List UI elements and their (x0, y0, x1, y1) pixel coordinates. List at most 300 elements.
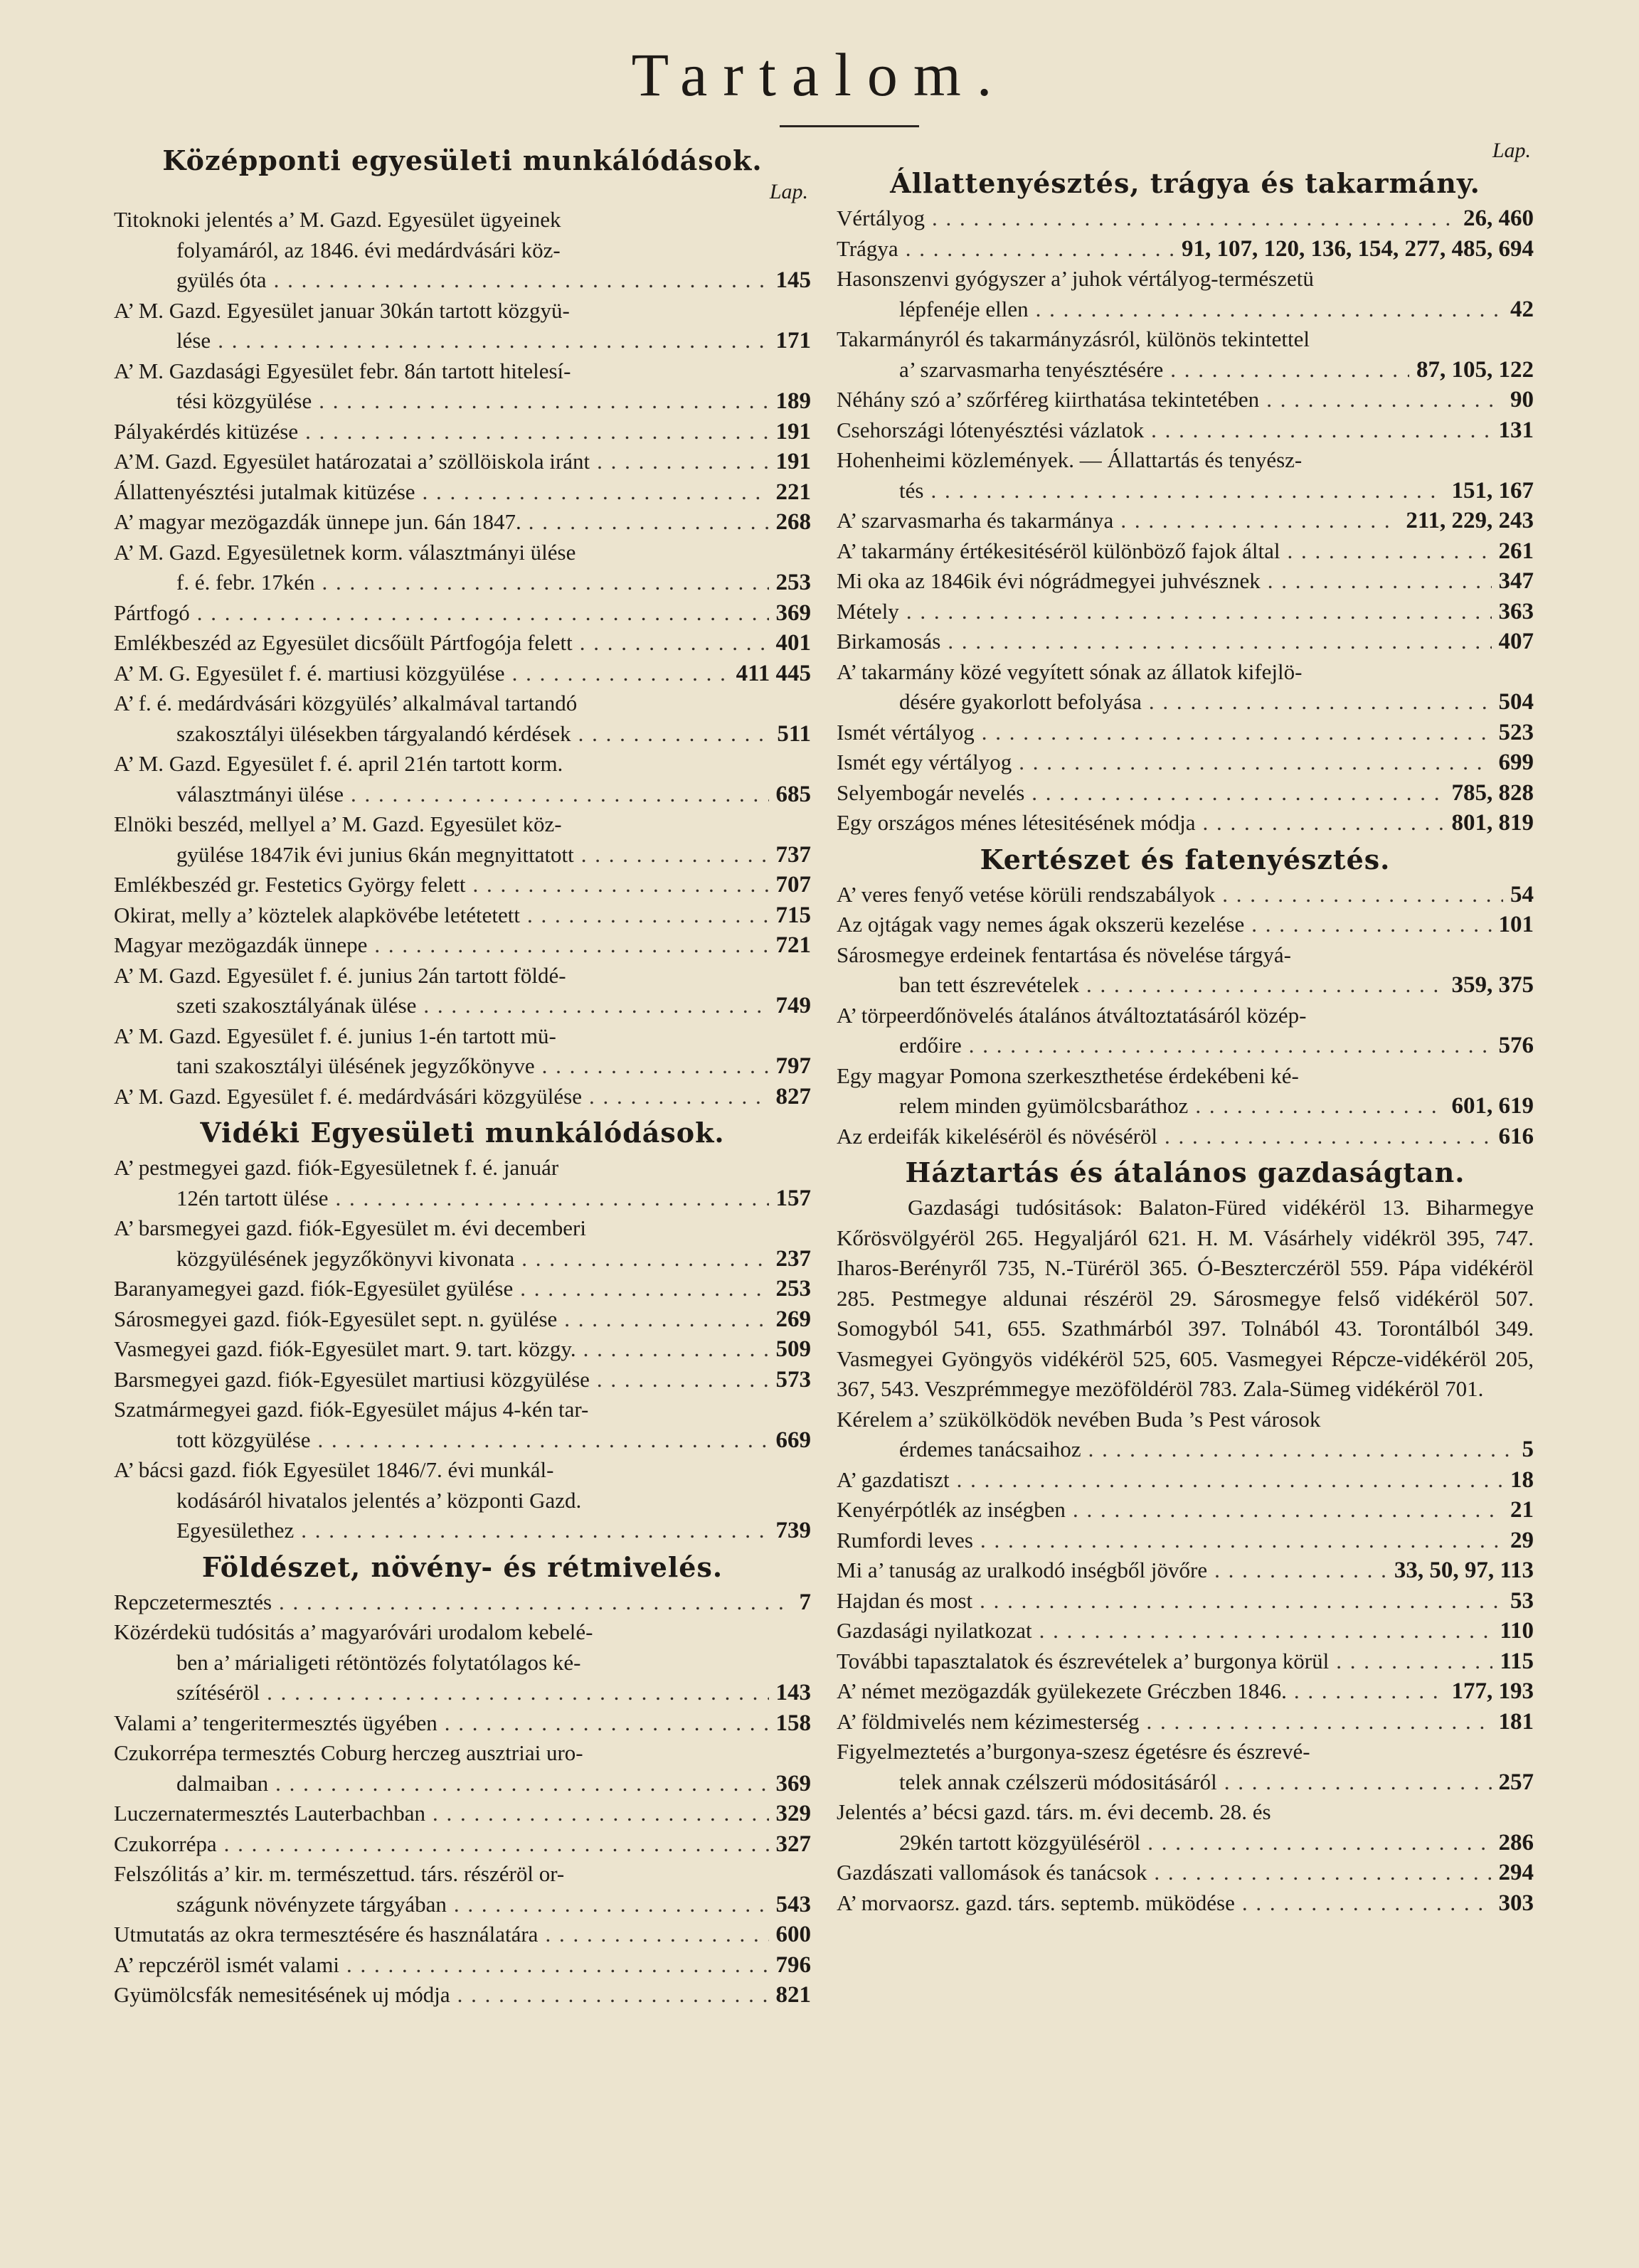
toc-entry (837, 808, 1534, 838)
page-numbers: 504 (1498, 689, 1534, 715)
entry-last-line (114, 1708, 811, 1739)
page-numbers: 157 (775, 1185, 811, 1211)
page-numbers: 509 (775, 1336, 811, 1362)
entry-last-line (837, 1031, 1534, 1061)
dot-leader (1120, 506, 1399, 536)
entry-last-line (837, 385, 1534, 415)
page-numbers: 5 (1522, 1437, 1534, 1462)
entry-line: A’ M. Gazd. Egyesület f. é. junius 2án tartott földé- (114, 962, 566, 988)
dot-leader (1154, 1858, 1491, 1888)
page-numbers: 171 (775, 328, 811, 353)
entry-title: Repczetermesztés (114, 1589, 272, 1614)
dot-leader (457, 1980, 769, 2011)
entry-last-line (114, 598, 811, 629)
page-numbers: 237 (775, 1245, 811, 1272)
page-numbers: 294 (1498, 1860, 1534, 1885)
entry-title: Csehországi lótenyésztési vázlatok (837, 417, 1145, 442)
entry-title: Baranyamegyei gazd. fiók-Egyesület gyülése (114, 1276, 514, 1301)
dot-leader (597, 447, 768, 477)
entry-title: désére gyakorlott befolyása (899, 689, 1142, 714)
toc-entry (837, 1555, 1534, 1586)
entry-last-line (114, 870, 811, 900)
page-numbers: 785, 828 (1451, 779, 1534, 806)
entry-last-line (114, 417, 811, 447)
toc-entry (837, 910, 1534, 940)
dot-leader (423, 991, 768, 1021)
page-numbers: 257 (1498, 1769, 1534, 1795)
toc-entry (837, 506, 1534, 536)
entry-title: Pártfogó (114, 600, 190, 625)
toc-entry (114, 1617, 811, 1708)
entry-title: szágunk növényzete tárgyában (176, 1891, 447, 1917)
toc-entry (837, 940, 1534, 1001)
dot-leader (433, 1799, 768, 1829)
entry-title: Pályakérdés kitüzése (114, 418, 299, 444)
page-numbers: 347 (1498, 568, 1534, 594)
page-numbers: 53 (1510, 1587, 1534, 1614)
toc-entry (837, 1405, 1534, 1465)
entry-last-line (837, 808, 1534, 838)
entry-line: Titoknoki jelentés a’ M. Gazd. Egyesület ügyeinek (114, 207, 561, 232)
entry-last-line (837, 203, 1534, 234)
entry-title: Barsmegyei gazd. fiók-Egyesület martiusi közgyülése (114, 1366, 590, 1392)
toc-entry (114, 598, 811, 629)
page-numbers: 827 (775, 1083, 811, 1109)
page-numbers: 261 (1498, 538, 1534, 564)
toc-entry (114, 688, 811, 749)
dot-leader (520, 1274, 768, 1304)
entry-last-line (114, 1082, 811, 1112)
entry-last-line (114, 900, 811, 931)
dot-leader (597, 1365, 769, 1395)
entry-last-line (114, 507, 811, 538)
page-numbers: 543 (775, 1891, 811, 1917)
page-numbers: 523 (1498, 719, 1534, 745)
entry-last-line (837, 880, 1534, 910)
page-numbers: 26, 460 (1463, 206, 1534, 231)
dot-leader (1214, 1555, 1387, 1586)
toc-entry (837, 1676, 1534, 1707)
dot-leader (580, 628, 769, 659)
entry-last-line (837, 1646, 1534, 1677)
toc-entry (114, 1334, 811, 1365)
page-numbers: 801, 819 (1451, 810, 1534, 836)
toc-entry (837, 1495, 1534, 1526)
entry-title: Mi a’ tanuság az uralkodó inségből jövőre (837, 1558, 1208, 1582)
toc-entry (114, 1274, 811, 1304)
entry-last-line (114, 326, 811, 356)
dot-leader (275, 1769, 768, 1799)
dot-leader (982, 718, 1492, 748)
entry-last-line (837, 566, 1534, 597)
page-numbers: 369 (775, 600, 811, 626)
toc-entry (837, 1526, 1534, 1556)
toc-entry (114, 1455, 811, 1546)
entry-title: A’ morvaorsz. gazd. társ. septemb. müködése (837, 1890, 1235, 1915)
dot-leader (1266, 385, 1503, 415)
entry-last-line (114, 447, 811, 477)
toc-entry (837, 657, 1534, 718)
entry-last-line (114, 930, 811, 961)
toc-entry (837, 203, 1534, 234)
toc-entry (114, 1920, 811, 1950)
dot-leader (305, 417, 768, 447)
page-numbers: 191 (775, 449, 811, 474)
entry-line: A’ barsmegyei gazd. fiók-Egyesület m. évi decemberi (114, 1215, 586, 1240)
dot-leader (1149, 687, 1492, 718)
entry-last-line (114, 265, 811, 296)
entry-title: f. é. febr. 17kén (176, 570, 315, 595)
page-numbers: 21 (1510, 1497, 1534, 1523)
entry-line: ben a’ márialigeti rétöntözés folytatólagos ké- (176, 1649, 581, 1675)
entry-title: A’ veres fenyő vetése körüli rendszabályok (837, 881, 1216, 907)
entry-title: 12én tartott ülése (176, 1185, 329, 1210)
entry-title: További tapasztalatok és észrevételek a’ burgonya körül (837, 1648, 1330, 1673)
toc-entry (114, 417, 811, 447)
toc-entry (837, 1122, 1534, 1152)
entry-last-line (837, 1828, 1534, 1858)
dot-leader (1170, 355, 1409, 385)
dot-leader (301, 1516, 768, 1546)
page-numbers: 707 (775, 872, 811, 898)
page-numbers: 737 (775, 841, 811, 868)
toc-entry (837, 1616, 1534, 1646)
dot-leader (583, 1334, 769, 1365)
toc-entry (837, 1707, 1534, 1737)
dot-leader (1268, 566, 1492, 597)
dot-leader (1073, 1495, 1503, 1526)
entry-title: érdemes tanácsaihoz (899, 1437, 1081, 1462)
toc-entry (837, 536, 1534, 567)
dot-leader (1202, 808, 1444, 838)
toc-entry (114, 205, 811, 296)
entry-title: Rumfordi leves (837, 1527, 973, 1553)
page-numbers: 151, 167 (1451, 477, 1534, 504)
dot-leader (521, 1244, 768, 1274)
page-numbers: 303 (1498, 1890, 1534, 1916)
page-numbers: 101 (1498, 912, 1534, 937)
dot-leader (545, 1920, 768, 1950)
entry-last-line (837, 1676, 1534, 1707)
entry-last-line (114, 840, 811, 871)
entry-title: lése (176, 328, 211, 353)
page-numbers: 721 (775, 932, 811, 958)
toc-entry (114, 507, 811, 538)
entry-line: Sárosmegye erdeinek fentartása és növelése tárgyá- (837, 942, 1291, 967)
entry-last-line (837, 1465, 1534, 1496)
entry-title: Ismét egy vértályog (837, 750, 1012, 774)
entry-last-line (837, 536, 1534, 567)
dot-leader (1251, 910, 1491, 940)
entry-title: Sárosmegyei gazd. fiók-Egyesület sept. n. gyülése (114, 1306, 558, 1331)
entry-line: Figyelmeztetés a’burgonya-szesz égetésre és észrevé- (837, 1739, 1310, 1764)
entry-last-line (114, 1244, 811, 1274)
toc-entry (114, 1082, 811, 1112)
dot-leader (906, 234, 1174, 265)
entry-last-line (837, 1767, 1534, 1798)
page-numbers: 407 (1498, 629, 1534, 654)
dot-leader (578, 719, 770, 750)
page-numbers: 42 (1510, 296, 1534, 322)
entry-title: Az ojtágak vagy nemes ágak okszerü kezelése (837, 912, 1245, 937)
page-numbers: 221 (775, 479, 811, 505)
dot-leader (454, 1890, 769, 1920)
toc-entry (114, 809, 811, 870)
dot-leader (980, 1586, 1503, 1617)
page-numbers: 110 (1500, 1618, 1534, 1644)
entry-last-line (837, 1122, 1534, 1152)
entry-last-line (114, 1920, 811, 1950)
entry-title: Utmutatás az okra termesztésére és használatára (114, 1922, 539, 1947)
dot-leader (279, 1587, 792, 1618)
entry-title: Mi oka az 1846ik évi nógrádmegyei juhvésznek (837, 568, 1261, 593)
entry-last-line (837, 778, 1534, 809)
entry-line: A’ M. Gazdasági Egyesület febr. 8án tartott hitelesí- (114, 358, 571, 383)
dot-leader (423, 477, 769, 508)
entry-title: tési közgyülése (176, 388, 312, 413)
entry-last-line (114, 991, 811, 1021)
page-numbers: 91, 107, 120, 136, 154, 277, 485, 694 (1182, 235, 1534, 262)
dot-leader (1165, 1122, 1491, 1152)
toc-entry (837, 264, 1534, 324)
entry-last-line (114, 1183, 811, 1214)
entry-title: Luczernatermesztés Lauterbachban (114, 1801, 426, 1826)
entry-last-line (837, 415, 1534, 446)
page-numbers: 749 (775, 993, 811, 1018)
toc-entry (837, 627, 1534, 657)
entry-title: Kenyérpótlék az inségben (837, 1497, 1066, 1522)
toc-entry (114, 900, 811, 931)
toc-entry (837, 718, 1534, 748)
entry-title: Gyümölcsfák nemesitésének uj módja (114, 1982, 450, 2007)
dot-leader (980, 1526, 1503, 1556)
entry-last-line (837, 1526, 1534, 1556)
entry-last-line (837, 1707, 1534, 1737)
dot-leader (512, 659, 729, 689)
entry-last-line (114, 1274, 811, 1304)
page-numbers: 253 (775, 570, 811, 595)
dot-leader (445, 1708, 769, 1739)
toc-entry (114, 1950, 811, 1981)
page-numbers: 576 (1498, 1033, 1534, 1058)
dot-leader (319, 386, 768, 417)
dot-leader (318, 1425, 769, 1456)
right-column (837, 139, 1534, 1918)
dot-leader (274, 265, 769, 296)
entry-line: Felszólitás a’ kir. m. természettud. társ. részéröl or- (114, 1861, 565, 1886)
entry-last-line (114, 1516, 811, 1546)
toc-entry (114, 930, 811, 961)
entry-last-line (114, 568, 811, 598)
entry-title: Néhány szó a’ szőrféreg kiirthatása tekintetében (837, 387, 1260, 412)
page-numbers: 699 (1498, 750, 1534, 775)
entry-title: tott közgyülése (176, 1427, 311, 1452)
section-heading: Középponti egyesületi munkálódások. (162, 144, 763, 176)
entry-line: Kérelem a’ szükölködök nevében Buda ’s Pest városok (837, 1406, 1321, 1432)
toc-entry (114, 1304, 811, 1335)
toc-entry (837, 880, 1534, 910)
toc-entry (837, 1646, 1534, 1677)
entry-title: Emlékbeszéd gr. Festetics György felett (114, 872, 466, 897)
page-numbers: 115 (1500, 1648, 1534, 1674)
toc-entry (837, 1888, 1534, 1919)
entry-last-line (837, 687, 1534, 718)
toc-entry (837, 415, 1534, 446)
entry-title: A’ földmivelés nem kézimesterség (837, 1708, 1140, 1734)
page-numbers: 821 (775, 1982, 811, 2008)
page-numbers: 131 (1498, 417, 1534, 443)
entry-title: Vasmegyei gazd. fiók-Egyesület mart. 9. tart. közgy. (114, 1336, 576, 1361)
page-numbers: 796 (775, 1952, 811, 1978)
page-numbers: 616 (1498, 1123, 1534, 1149)
page-numbers: 685 (775, 781, 811, 807)
entry-last-line (837, 1858, 1534, 1888)
entry-last-line (114, 1799, 811, 1829)
entry-line: A’ takarmány közé vegyített sónak az állatok kifejlö- (837, 659, 1303, 684)
page-numbers: 600 (775, 1922, 811, 1947)
entry-last-line (837, 1555, 1534, 1586)
entry-title: Egy országos ménes létesitésének módja (837, 810, 1196, 835)
toc-entry (114, 659, 811, 689)
entry-title: Gazdászati vallomások és tanácsok (837, 1860, 1147, 1885)
entry-title: A’ takarmány értékesitéséröl különböző fajok által (837, 538, 1280, 563)
dot-leader (1036, 294, 1503, 325)
dot-leader (1019, 747, 1491, 778)
toc-entry (114, 1213, 811, 1274)
entry-line: Czukorrépa termesztés Coburg herczeg ausztriai uro- (114, 1740, 583, 1765)
entry-line: kodásáról hivatalos jelentés a’ központi Gazd. (176, 1487, 582, 1513)
page-numbers: 177, 193 (1451, 1678, 1534, 1704)
entry-title: relem minden gyümölcsbaráthoz (899, 1093, 1189, 1118)
toc-entry (114, 538, 811, 598)
toc-entry (114, 749, 811, 809)
entry-last-line (837, 718, 1534, 748)
entry-line: Közérdekü tudósitás a’ magyaróvári urodalom kebelé- (114, 1619, 593, 1644)
page-numbers: 286 (1498, 1829, 1534, 1856)
entry-last-line (837, 234, 1534, 265)
entry-title: tés (899, 477, 924, 503)
dot-leader (969, 1031, 1492, 1061)
page-numbers: 181 (1498, 1708, 1534, 1735)
entry-last-line (114, 1980, 811, 2011)
entry-last-line (114, 659, 811, 689)
page-numbers: 327 (775, 1831, 811, 1857)
dot-leader (1288, 536, 1492, 567)
entry-line: A’ f. é. medárdvásári közgyülés’ alkalmával tartandó (114, 691, 578, 715)
entry-title: Gazdasági nyilatkozat (837, 1618, 1032, 1643)
entry-title: Egyesülethez (176, 1518, 295, 1543)
dot-leader (336, 1183, 769, 1214)
entry-last-line (837, 747, 1534, 778)
dot-leader (322, 568, 769, 598)
left-column (114, 139, 811, 2011)
entry-line: Elnöki beszéd, mellyel a’ M. Gazd. Egyesület köz- (114, 811, 562, 836)
entry-title: Ismét vértályog (837, 719, 975, 745)
dot-leader (1224, 1767, 1492, 1798)
dot-leader (589, 1082, 769, 1112)
entry-title: gyülés óta (176, 267, 267, 292)
toc-entry (837, 1858, 1534, 1888)
toc-entry (837, 778, 1534, 809)
page-numbers: 33, 50, 97, 113 (1394, 1558, 1534, 1583)
entry-last-line (114, 1334, 811, 1365)
dot-leader (1294, 1676, 1445, 1707)
entry-last-line (114, 628, 811, 659)
toc-entry (114, 1395, 811, 1455)
dot-leader (1088, 1434, 1515, 1465)
dot-leader (346, 1950, 768, 1981)
entry-title: Birkamosás (837, 629, 941, 654)
entry-title: A’ repczéröl ismét valami (114, 1952, 340, 1977)
entry-line: A’ M. Gazd. Egyesület januar 30kán tartott közgyü- (114, 297, 570, 323)
entry-title: 29kén tartott közgyüléséröl (899, 1829, 1141, 1855)
dot-leader (1147, 1828, 1491, 1858)
dot-leader (224, 1829, 769, 1860)
toc-entry (114, 870, 811, 900)
section-heading: Kertészet és fatenyésztés. (980, 843, 1391, 875)
entry-line: Egy magyar Pomona szerkeszthetése érdekébeni ké- (837, 1063, 1299, 1088)
page-numbers: 411 445 (736, 660, 811, 686)
entry-title: A’M. Gazd. Egyesület határozatai a’ szöllöiskola iránt (114, 449, 590, 474)
dot-leader (932, 203, 1456, 234)
entry-title: gyülése 1847ik évi junius 6kán megnyittatott (176, 841, 574, 867)
toc-entry (114, 1799, 811, 1829)
toc-entry (114, 1021, 811, 1082)
entry-line: A’ pestmegyei gazd. fiók-Egyesületnek f. é. január (114, 1155, 559, 1180)
entry-last-line (837, 1434, 1534, 1465)
dot-leader (374, 930, 768, 961)
page-numbers: 715 (775, 902, 811, 928)
dot-leader (1151, 415, 1491, 446)
page-numbers: 7 (799, 1589, 811, 1615)
entry-title: Czukorrépa (114, 1831, 217, 1856)
dot-leader (564, 1304, 768, 1335)
page-numbers: 87, 105, 122 (1416, 356, 1534, 383)
toc-entry (837, 747, 1534, 778)
toc-entry (114, 1829, 811, 1860)
entry-title: erdőire (899, 1033, 962, 1058)
section-heading: Háztartás és átalános gazdaságtan. (905, 1156, 1465, 1188)
entry-last-line (114, 1950, 811, 1981)
page-numbers: 90 (1510, 387, 1534, 412)
dot-leader (1195, 1091, 1444, 1122)
entry-title: Hajdan és most (837, 1587, 973, 1613)
entry-title: ban tett észrevételek (899, 972, 1080, 997)
entry-last-line (114, 779, 811, 810)
lap-label: Lap. (769, 180, 808, 203)
entry-title: Trágya (837, 235, 898, 261)
entry-last-line (114, 1769, 811, 1799)
dot-leader (527, 900, 769, 931)
page-numbers: 797 (775, 1053, 811, 1079)
dot-leader (1222, 880, 1503, 910)
toc-entry (837, 566, 1534, 597)
dot-leader (472, 870, 768, 900)
entry-last-line (114, 1304, 811, 1335)
page-numbers: 54 (1510, 881, 1534, 907)
toc-entry (837, 1797, 1534, 1858)
dot-leader (1031, 778, 1444, 809)
entry-title: Valami a’ tengeritermesztés ügyében (114, 1710, 437, 1735)
entry-title: szakosztályi ülésekben tárgyalandó kérdések (176, 720, 571, 746)
dot-leader (948, 627, 1491, 657)
toc-entry (114, 296, 811, 356)
entry-last-line (837, 506, 1534, 536)
entry-last-line (114, 719, 811, 750)
page-numbers: 143 (775, 1680, 811, 1705)
entry-title: Állattenyésztési jutalmak kitüzése (114, 479, 415, 504)
entry-last-line (114, 1051, 811, 1082)
